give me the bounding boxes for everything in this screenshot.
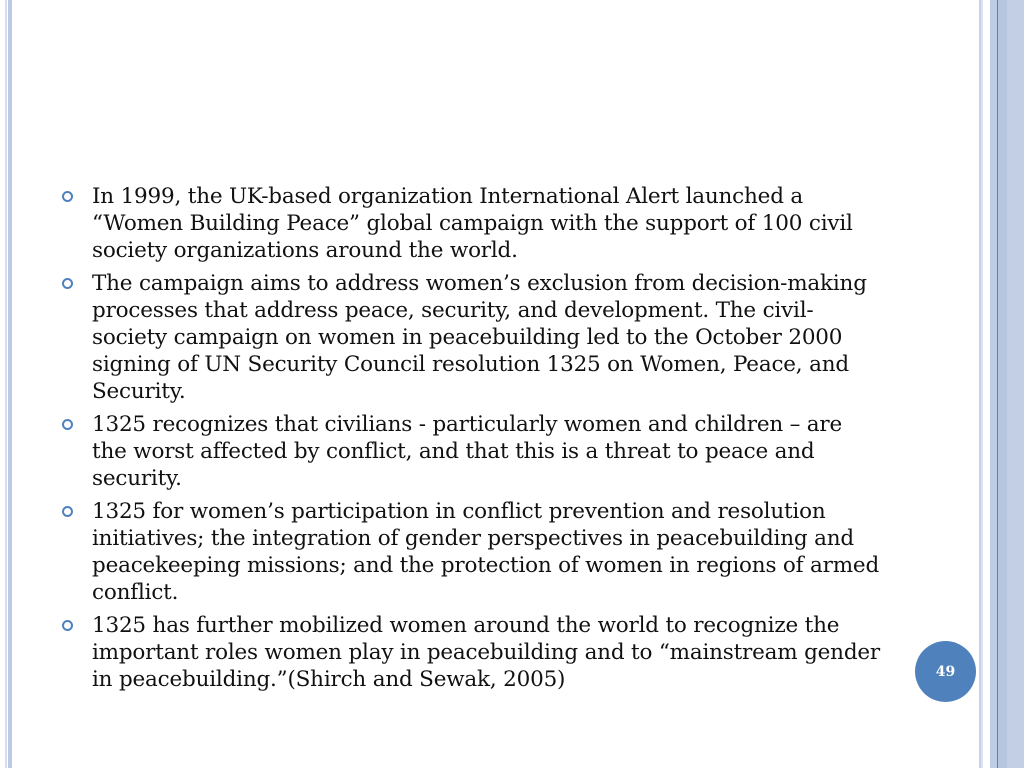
bullet-circle-icon	[62, 278, 73, 289]
bullet-text: 1325 recognizes that civilians - particularly women and children – are the worst affected by conflict, and that this is a threat to peace and security.	[92, 412, 843, 491]
bullet-item	[62, 498, 882, 606]
page-number-badge	[915, 641, 976, 702]
right-decor-stripe	[1007, 0, 1024, 768]
bullet-circle-icon	[62, 191, 73, 202]
left-decor-stripe	[5, 0, 7, 768]
bullet-text: The campaign aims to address women’s exclusion from decision-making processes that address peace, security, and development. The civil-society campaign on women in peacebuilding led to the October 2000 signing of UN Security Council resolution 1325 on Women, Peace, and Security.	[92, 271, 867, 404]
bullet-text: 1325 has further mobilized women around the world to recognize the important roles women play in peacebuilding and to “mainstream gender in peacebuilding.”(Shirch and Sewak, 2005)	[92, 613, 880, 692]
left-decor-stripe	[8, 0, 12, 768]
page-number: 49	[935, 663, 956, 680]
right-decor-stripe	[998, 0, 1007, 768]
bullet-text: In 1999, the UK-based organization International Alert launched a “Women Building Peace” global campaign with the support of 100 civil society organizations around the world.	[92, 184, 853, 263]
right-decor-stripe	[981, 0, 983, 768]
bullet-circle-icon	[62, 620, 73, 631]
bullet-item	[62, 270, 882, 405]
bullet-item	[62, 612, 882, 693]
bullet-circle-icon	[62, 506, 73, 517]
bullet-item	[62, 411, 882, 492]
bullet-text: 1325 for women’s participation in conflict prevention and resolution initiatives; the integration of gender perspectives in peacebuilding and peacekeeping missions; and the protection of women in regions of armed conflict.	[92, 499, 880, 605]
bullet-circle-icon	[62, 419, 73, 430]
bullet-item	[62, 183, 882, 264]
slide-body	[62, 183, 882, 699]
